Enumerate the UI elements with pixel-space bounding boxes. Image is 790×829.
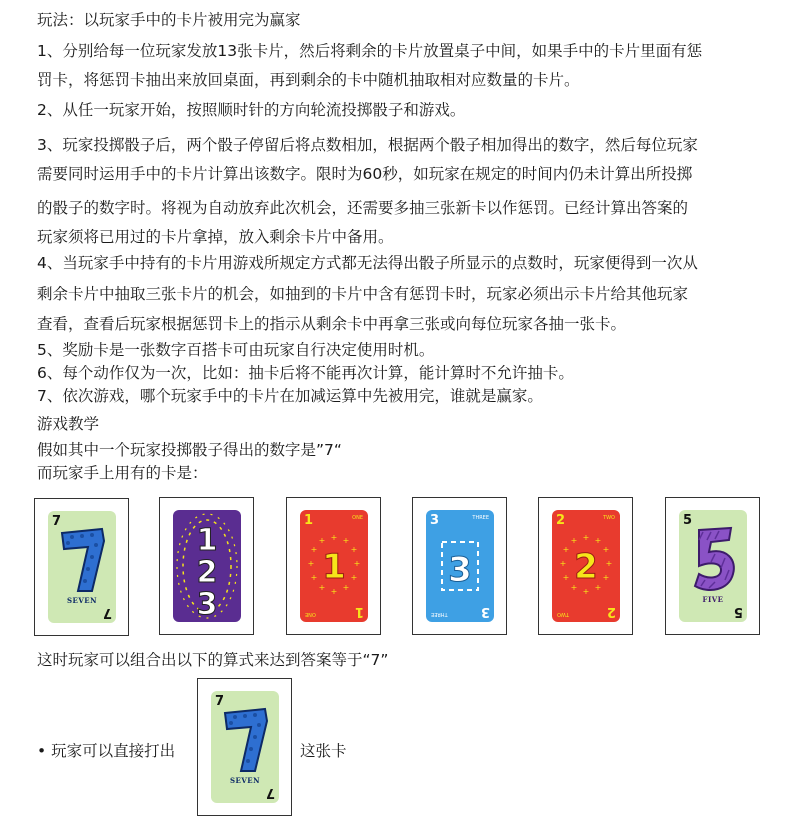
wild-card-graphic [173,510,241,622]
bullet-text-after: 这张卡 [300,742,347,760]
card-word: FIVE [702,595,724,604]
rules-line: 1、分别给每一位玩家发放13张卡片，然后将剩余的卡片放置桌子中间，如果手中的卡片里面有惩 [37,42,703,60]
card-corner-bottom: 7 [102,605,112,620]
svg-text:3: 3 [196,587,218,622]
card-word-bottom: THREE [431,611,448,617]
card-corner-top: 2 [556,513,566,528]
card-corner-bottom: 7 [265,785,275,800]
svg-text:+: + [602,545,610,554]
card-frame-wild [159,497,254,635]
svg-text:+: + [602,573,610,582]
card-corner-bottom: 5 [733,604,743,619]
svg-text:2: 2 [574,547,598,587]
card-corner-top: 5 [683,513,693,528]
tutorial-line: 而玩家手上用有的卡是： [37,464,208,482]
rules-title: 玩法：以玩家手中的卡片被用完为赢家 [37,11,301,29]
rules-line: 玩家须将已用过的卡片拿掉，放入剩余卡片中备用。 [37,228,394,246]
svg-text:+: + [605,559,613,568]
rules-line: 4、当玩家手中持有的卡片用游戏所规定方式都无法得出骰子所显示的点数时，玩家便得到一次从 [37,254,698,272]
card-frame-seven [34,498,129,636]
rules-line: 查看，查看后玩家根据惩罚卡上的指示从剩余卡中再拿三张或向每位玩家各抽一张卡。 [37,315,627,333]
svg-text:+: + [582,533,590,542]
svg-text:+: + [559,559,567,568]
card-corner-bottom: 3 [480,604,490,619]
card-frame-two [538,497,633,635]
card-word-bottom: TWO [557,611,569,617]
svg-text:2: 2 [196,555,218,590]
svg-text:1: 1 [322,547,346,587]
card-wild-123 [173,510,241,622]
svg-text:+: + [310,545,318,554]
svg-text:+: + [350,573,358,582]
card-corner-top: 7 [215,694,225,709]
tutorial-heading: 游戏教学 [37,415,100,433]
card-word-top: THREE [472,515,489,521]
card-corner-top: 1 [304,513,314,528]
svg-text:+: + [570,536,578,545]
card-result-seven [211,691,279,803]
card-frame-result-seven [197,678,292,816]
rules-line: 7、依次游戏，哪个玩家手中的卡片在加减运算中先被用完，谁就是赢家。 [37,387,543,405]
svg-text:+: + [594,583,602,592]
svg-text:+: + [307,559,315,568]
svg-text:+: + [350,545,358,554]
svg-text:+: + [562,545,570,554]
tutorial-line: 假如其中一个玩家投掷骰子得出的数字是”7“ [37,441,342,459]
svg-text:+: + [310,573,318,582]
card-three [426,510,494,622]
svg-text:+: + [342,536,350,545]
rules-line: 需要同时运用手中的卡片计算出该数字。限时为60秒，如玩家在规定的时间内仍未计算出所投掷 [37,165,693,183]
card-one [300,510,368,622]
card-word-bottom: ONE [305,611,316,617]
svg-text:+: + [330,533,338,542]
svg-text:+: + [582,587,590,596]
card-two [552,510,620,622]
svg-text:+: + [570,583,578,592]
card-five [679,510,747,622]
rules-line: 2、从任一玩家开始，按照顺时针的方向轮流投掷骰子和游戏。 [37,101,466,119]
svg-text:1: 1 [196,523,218,558]
svg-text:+: + [353,559,361,568]
svg-text:3: 3 [448,550,472,590]
card-word: SEVEN [66,596,98,605]
svg-text:+: + [330,587,338,596]
rules-line: 的骰子的数字时。将视为自动放弃此次机会，还需要多抽三张新卡以作惩罚。已经计算出答案的 [37,199,689,217]
bullet-text-before: • 玩家可以直接打出 [37,742,176,760]
svg-text:+: + [594,536,602,545]
card-corner-top: 3 [430,513,440,528]
card-word-top: TWO [603,515,615,521]
rules-line: 罚卡，将惩罚卡抽出来放回桌面，再到剩余的卡中随机抽取相对应数量的卡片。 [37,71,580,89]
svg-text:+: + [342,583,350,592]
card-corner-bottom: 1 [354,604,364,619]
card-word-top: ONE [352,515,363,521]
card-word: SEVEN [229,776,261,785]
card-frame-one [286,497,381,635]
rules-line: 5、奖励卡是一张数字百搭卡可由玩家自行决定使用时机。 [37,341,435,359]
svg-text:+: + [318,583,326,592]
card-seven [48,511,116,623]
rules-line: 剩余卡片中抽取三张卡片的机会，如抽到的卡片中含有惩罚卡时，玩家必须出示卡片给其他玩家 [37,285,689,303]
card-frame-five [665,497,760,635]
result-line: 这时玩家可以组合出以下的算式来达到答案等于“7” [37,651,389,669]
card-frame-three [412,497,507,635]
rules-line: 6、每个动作仅为一次，比如：抽卡后将不能再次计算，能计算时不允许抽卡。 [37,364,574,382]
card-corner-top: 7 [52,514,62,529]
card-corner-bottom: 2 [606,604,616,619]
svg-text:+: + [562,573,570,582]
rules-line: 3、玩家投掷骰子后，两个骰子停留后将点数相加，根据两个骰子相加得出的数字，然后每位玩家 [37,136,698,154]
svg-text:+: + [318,536,326,545]
